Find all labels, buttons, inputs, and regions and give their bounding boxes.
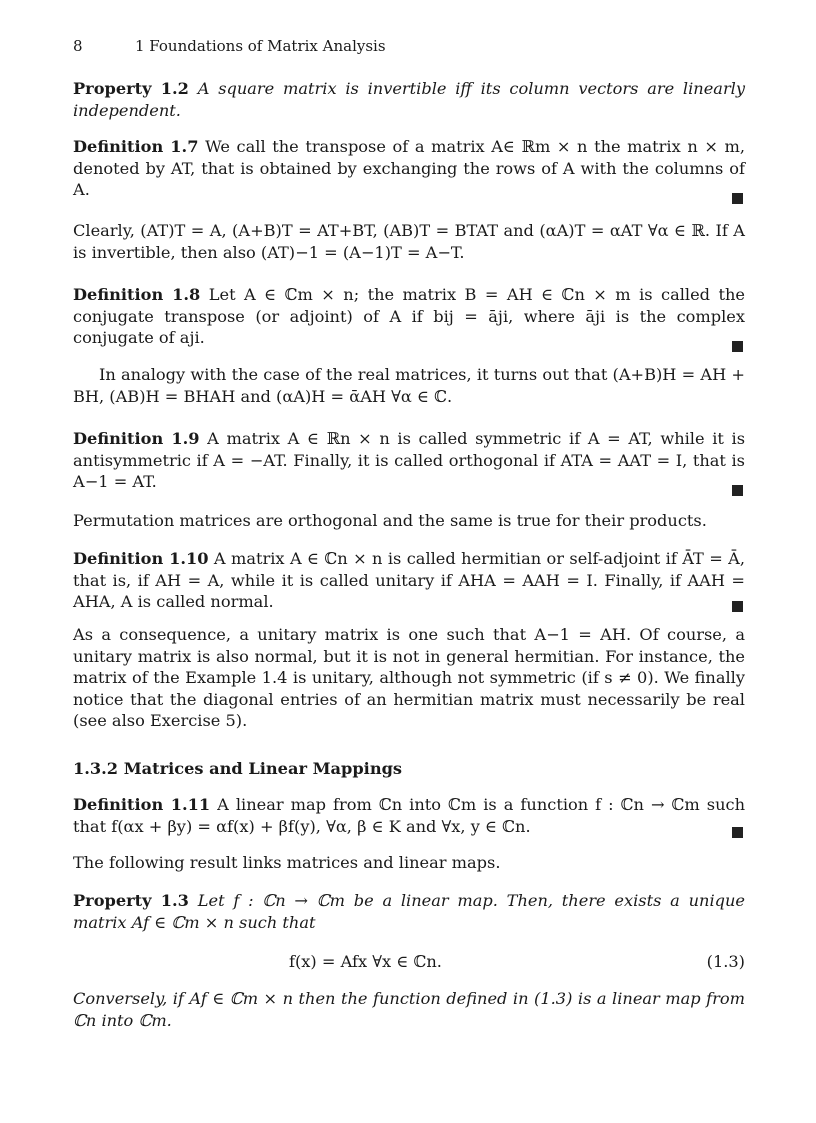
definition-label: Definition 1.9 [73, 429, 200, 448]
qed-square-icon [732, 341, 743, 352]
property-text: A square matrix is invertible iff its column vectors are linearly independent. [73, 79, 746, 120]
property-label: Property 1.2 [73, 79, 189, 98]
equation-number: (1.3) [706, 952, 745, 971]
property-1-3 [73, 890, 745, 938]
definition-text: Let A ∈ ℂm × n; the matrix B = AH ∈ ℂn × m is called the conjugate transpose (or adjoint) of A if bij = āji, where āji is the complex conjugate of aji. [73, 285, 745, 347]
equation-1-3 [73, 950, 745, 974]
qed-square-icon [732, 193, 743, 204]
running-title: 1 Foundations of Matrix Analysis [135, 37, 386, 55]
definition-text: We call the transpose of a matrix A∈ ℝm × n the matrix n × m, denoted by AT, that is obtained by exchanging the rows of A with the columns of A. [73, 137, 745, 199]
definition-1-8 [73, 284, 745, 356]
qed-square-icon [732, 601, 743, 612]
paragraph-transpose-rules: Clearly, (AT)T = A, (A+B)T = AT+BT, (AB)T = BTAT and (αA)T = αAT ∀α ∈ ℝ. If A is invertible, then also (AT)−1 = (A−1)T = A−T. [73, 221, 745, 262]
definition-1-10 [73, 548, 745, 616]
definition-text: A matrix A ∈ ℂn × n is called hermitian or self-adjoint if ĀT = Ā, that is, if AH = A, while it is called unitary if AHA = AAH = I. Finally, if AAH = AHA, A is called normal. [73, 549, 745, 611]
definition-1-7 [73, 136, 745, 208]
paragraph-adjoint-rules: In analogy with the case of the real matrices, it turns out that (A+B)H = AH + BH, (AB)H = BHAH and (αA)H = ᾱAH ∀α ∈ ℂ. [73, 365, 745, 406]
section-heading: 1.3.2 Matrices and Linear Mappings [73, 759, 403, 778]
qed-square-icon [732, 827, 743, 838]
property-label: Property 1.3 [73, 891, 189, 910]
running-header [73, 36, 745, 56]
definition-label: Definition 1.7 [73, 137, 199, 156]
equation-body: f(x) = Afx ∀x ∈ ℂn. [289, 952, 442, 971]
property-text: Let f : ℂn → ℂm be a linear map. Then, there exists a unique matrix Af ∈ ℂm × n such that [73, 891, 745, 932]
page [73, 36, 745, 1036]
definition-label: Definition 1.10 [73, 549, 209, 568]
definition-text: A linear map from ℂn into ℂm is a function f : ℂn → ℂm such that f(αx + βy) = αf(x) + βf(y), ∀α, β ∈ K and ∀x, y ∈ ℂn. [73, 795, 745, 836]
definition-text: A matrix A ∈ ℝn × n is called symmetric if A = AT, while it is antisymmetric if A = −AT. Finally, it is called orthogonal if ATA = AAT = I, that is A−1 = AT. [73, 429, 745, 491]
page-number: 8 [73, 37, 83, 55]
paragraph-permutation: Permutation matrices are orthogonal and the same is true for their products. [73, 511, 707, 530]
definition-label: Definition 1.11 [73, 795, 211, 814]
paragraph-unitary: As a consequence, a unitary matrix is one such that A−1 = AH. Of course, a unitary matrix is also normal, but it is not in general hermitian. For instance, the matrix of the Example 1.4 is unitary, although not symmetric (if s ≠ 0). We finally notice that the diagonal entries of an hermitian matrix must necessarily be real (see also Exercise 5). [73, 625, 745, 730]
definition-label: Definition 1.8 [73, 285, 201, 304]
definition-1-11 [73, 794, 745, 842]
qed-square-icon [732, 485, 743, 496]
property-1-2 [73, 78, 745, 128]
paragraph-links: The following result links matrices and linear maps. [73, 853, 501, 872]
paragraph-conversely: Conversely, if Af ∈ ℂm × n then the function defined in (1.3) is a linear map from ℂn into ℂm. [73, 989, 745, 1030]
definition-1-9 [73, 428, 745, 500]
